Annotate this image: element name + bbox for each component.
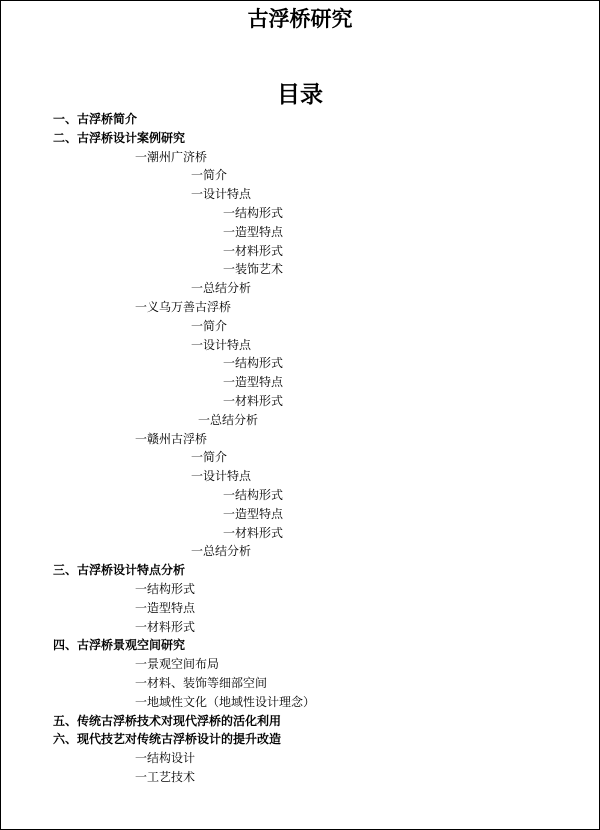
toc-section-entry: 一、古浮桥简介 — [53, 112, 138, 126]
toc-entry: 一结构形式 — [135, 582, 196, 596]
toc-entry: 一结构形式 — [223, 356, 284, 370]
toc-entry: 一潮州广济桥 — [135, 150, 208, 164]
toc-heading: 目录 — [277, 82, 323, 108]
toc-entry: 一结构形式 — [223, 206, 284, 220]
toc-entry: 一总结分析 — [191, 281, 252, 295]
toc-section-entry: 二、古浮桥设计案例研究 — [53, 131, 186, 145]
toc-entry: 一材料形式 — [223, 394, 284, 408]
toc-entry: 一造型特点 — [223, 225, 284, 239]
toc-entry: 一材料、装饰等细部空间 — [135, 676, 268, 690]
toc-entry: 一造型特点 — [223, 375, 284, 389]
toc-entry: 一简介 — [191, 450, 228, 464]
toc-entry: 一结构设计 — [135, 751, 196, 765]
toc-entry: 一造型特点 — [223, 507, 284, 521]
toc-entry: 一景观空间布局 — [135, 657, 220, 671]
toc-entry: 一地域性文化（地域性设计理念） — [135, 695, 316, 709]
toc-entry: 一工艺技术 — [135, 770, 196, 784]
document-title: 古浮桥研究 — [247, 7, 353, 31]
toc-entry: 一材料形式 — [223, 244, 284, 258]
toc-entry: 一总结分析 — [191, 544, 252, 558]
toc-entry: 一赣州古浮桥 — [135, 432, 208, 446]
toc-section-entry: 五、传统古浮桥技术对现代浮桥的活化利用 — [53, 714, 282, 728]
toc-entry: 一义乌万善古浮桥 — [135, 300, 232, 314]
toc-entry: 一结构形式 — [223, 488, 284, 502]
toc-section-entry: 三、古浮桥设计特点分析 — [53, 563, 186, 577]
toc-entry: 一造型特点 — [135, 601, 196, 615]
toc-entry: 一材料形式 — [135, 620, 196, 634]
toc-section-entry: 四、古浮桥景观空间研究 — [53, 638, 186, 652]
toc-entry: 一简介 — [191, 319, 228, 333]
toc-entry: 一装饰艺术 — [223, 262, 284, 276]
toc-entry: 一设计特点 — [191, 187, 252, 201]
toc-entry: 一材料形式 — [223, 526, 284, 540]
toc-section-entry: 六、现代技艺对传统古浮桥设计的提升改造 — [53, 732, 282, 746]
toc-entry: 一设计特点 — [191, 469, 252, 483]
toc-entry: 一总结分析 — [198, 413, 259, 427]
toc-entry: 一设计特点 — [191, 338, 252, 352]
toc-entry: 一简介 — [191, 168, 228, 182]
